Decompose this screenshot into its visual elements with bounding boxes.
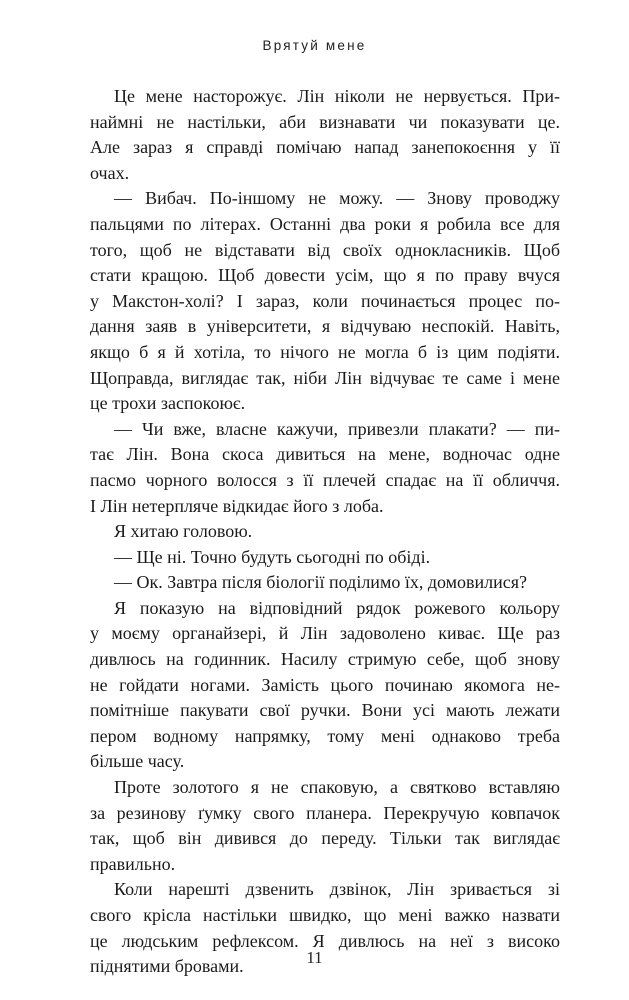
text-line: помітніше пакувати свої ручки. Вони усі мають лежати [90, 700, 560, 721]
text-line: — Ок. Завтра після біології поділимо їх, домовилися? [114, 572, 528, 593]
text-line: тає Лін. Вона скоса дивиться на мене, водночас одне [90, 444, 560, 465]
text-line: очах. [90, 162, 130, 183]
text-line: стати кращою. Щоб довести усім, що я по праву вчуся [90, 265, 560, 286]
text-line: це людським рефлексом. Я дивлюсь на неї з високо [90, 930, 560, 951]
text-line: наймні не настільки, аби визнавати чи показувати це. [90, 111, 560, 132]
text-line: — Вибач. По-іншому не можу. — Знову проводжу [114, 188, 560, 209]
text-line: Проте золотого я не спаковую, а святково вставляю [114, 777, 560, 798]
text-line: Я показую на відповідний рядок рожевого кольору [114, 597, 560, 618]
text-line: Щоправда, виглядає так, ніби Лін відчуває те саме і мене [90, 367, 560, 388]
text-line: якщо б я й хотіла, то нічого не могла б із цим подіяти. [90, 341, 560, 362]
text-line: це трохи заспокоює. [90, 393, 246, 414]
page-number: 11 [306, 948, 323, 967]
text-line: Але зараз я справді помічаю напад занепокоєння у її [90, 137, 560, 158]
text-line: так, щоб він дивився до переду. Тільки так виглядає [90, 828, 560, 849]
text-line: більше часу. [90, 751, 185, 772]
text-line: Я хитаю головою. [114, 521, 253, 542]
text-line: свого крісла настільки швидко, що мені важко назвати [90, 905, 560, 925]
text-line: правильно. [90, 853, 176, 874]
text-line: — Чи вже, власне кажучи, привезли плакати? — пи- [114, 418, 560, 439]
text-line: пальцями по літерах. Останні два роки я робила все для [90, 213, 560, 234]
text-line: того, щоб не відставати від своїх однокласників. Щоб [90, 239, 560, 260]
text-line: Це мене насторожує. Лін ніколи не нервується. При- [114, 86, 560, 106]
running-title: Врятуй мене [262, 38, 367, 53]
text-line: Коли нарешті дзвенить дзвінок, Лін зривається зі [114, 879, 560, 900]
text-line: не гойдати ногами. Замість цього починаю якомога не- [90, 674, 560, 695]
text-line: у Макстон-холі? І зараз, коли починається процес по- [90, 290, 560, 311]
text-line: дивлюсь на годинник. Насилу стримую себе, щоб знову [90, 649, 560, 670]
text-line: пасмо чорного волосся з її плечей спадає на її обличчя. [90, 469, 560, 490]
text-line: І Лін нетерпляче відкидає його з лоба. [90, 495, 384, 516]
text-line: — Ще ні. Точно будуть сьогодні по обіді. [114, 546, 431, 567]
body-text [90, 84, 560, 980]
text-line: за резинову ґумку свого планера. Перекручую ковпачок [90, 802, 560, 823]
text-line: у моєму органайзері, й Лін задоволено киває. Ще раз [90, 623, 560, 644]
text-line: пером водному напрямку, тому мені однаково треба [90, 725, 560, 746]
text-line: піднятими бровами. [90, 956, 244, 977]
text-line: дання заяв в університети, я відчуваю неспокій. Навіть, [90, 316, 560, 337]
